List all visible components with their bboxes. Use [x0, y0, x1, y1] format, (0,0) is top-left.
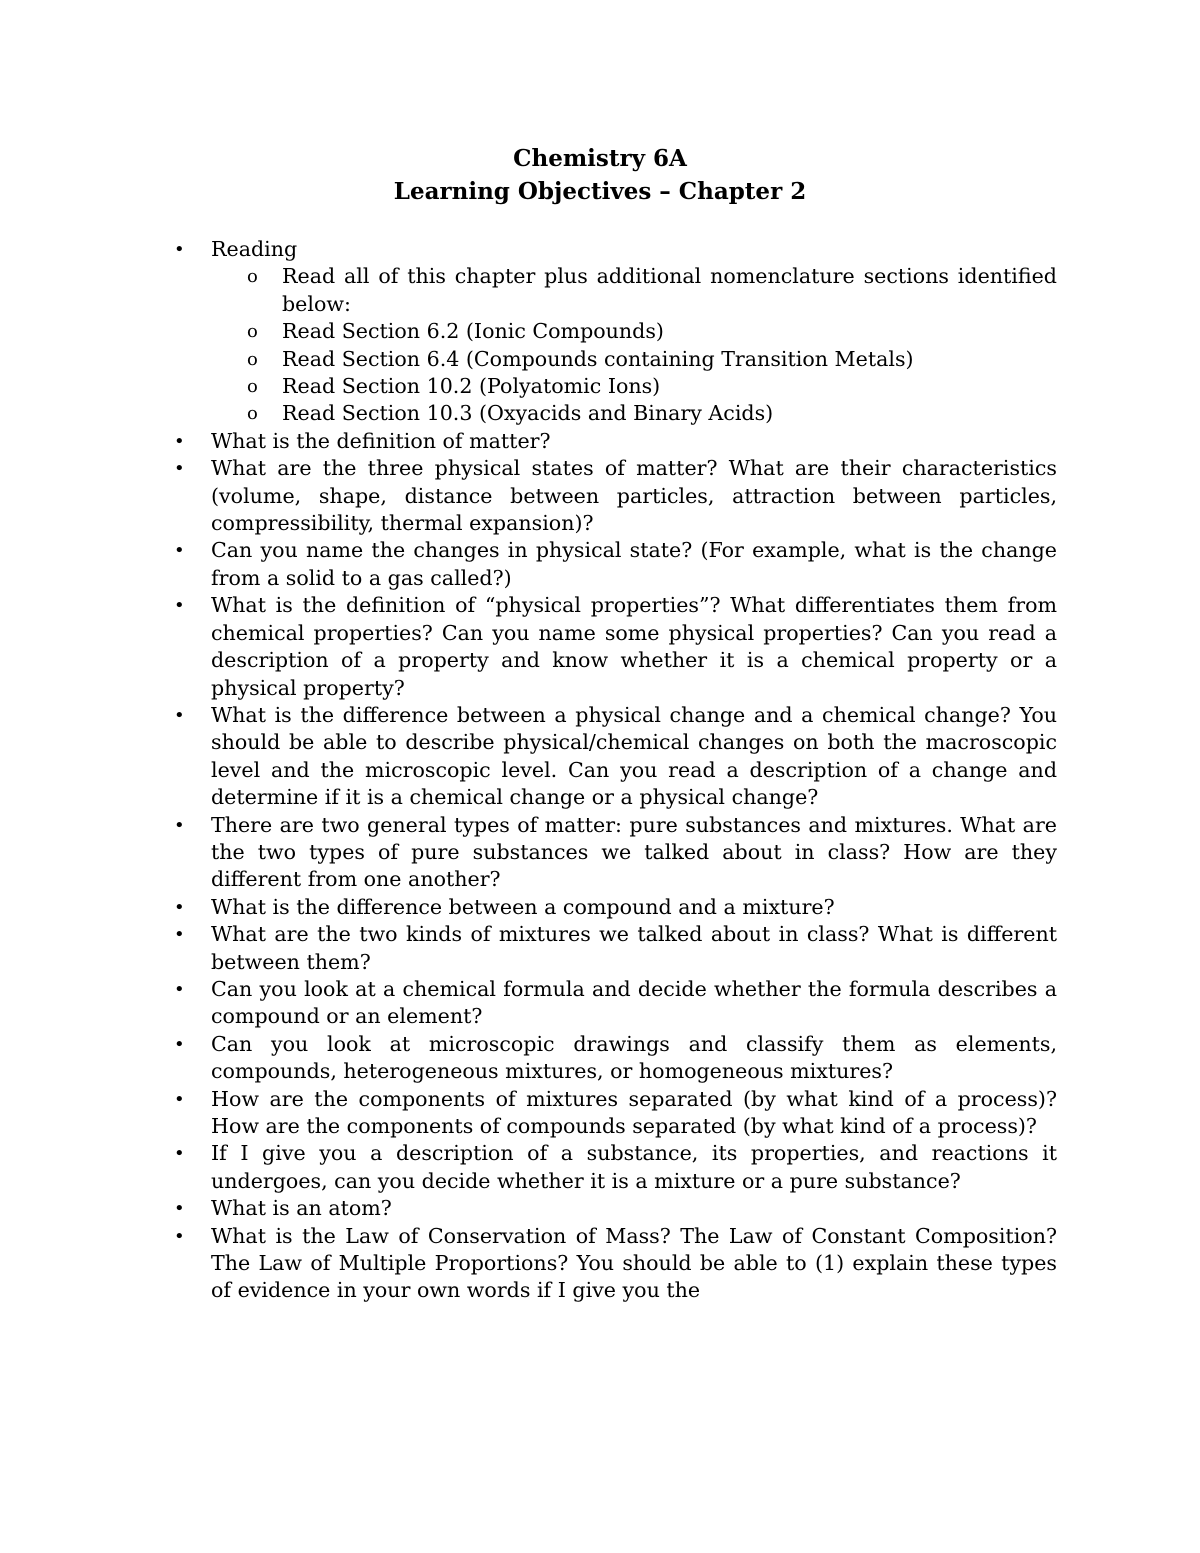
bullet-icon: •	[174, 1088, 185, 1110]
circle-bullet-icon: o	[247, 376, 258, 398]
objectives-list	[174, 236, 1057, 1305]
bullet-icon: •	[174, 978, 185, 1000]
objective-item	[174, 1086, 1057, 1141]
objective-text: How are the components of mixtures separated (by what kind of a process)? How are the components of compounds separated (by what kind of a process)?	[211, 1086, 1057, 1138]
objective-text: What is the definition of “physical properties”? What differentiates them from chemical properties? Can you name some physical properties? Can you read a description of a property and know whether it is a chemical property or a physical property?	[211, 593, 1057, 700]
objective-item	[174, 1140, 1057, 1195]
bullet-icon: •	[174, 540, 185, 562]
objective-text: There are two general types of matter: pure substances and mixtures. What are the two types of pure substances we talked about in class? How are they different from one another?	[211, 812, 1057, 892]
objective-text: What are the three physical states of matter? What are their characteristics (volume, shape, distance between particles, attraction between particles, compressibility, thermal expansion)?	[211, 456, 1057, 536]
bullet-icon: •	[174, 814, 185, 836]
circle-bullet-icon: o	[247, 403, 258, 425]
bullet-icon: •	[174, 896, 185, 918]
bullet-icon: •	[174, 1198, 185, 1220]
sub-objective-item	[247, 346, 1057, 373]
document-title: Chemistry 6A	[513, 145, 687, 172]
bullet-icon: •	[174, 458, 185, 480]
bullet-icon: •	[174, 1225, 185, 1247]
objective-text: What is the difference between a compound and a mixture?	[211, 894, 835, 919]
sub-objective-item	[247, 373, 1057, 400]
sub-objective-item	[247, 263, 1057, 318]
title-block	[0, 142, 1200, 208]
bullet-icon: •	[174, 430, 185, 452]
sub-objectives-list	[211, 263, 1057, 427]
bullet-icon: •	[174, 1143, 185, 1165]
objectives-content	[174, 236, 1057, 1305]
objective-item	[174, 812, 1057, 894]
sub-objective-item	[247, 318, 1057, 345]
objective-item	[174, 236, 1057, 428]
bullet-icon: •	[174, 704, 185, 726]
objective-item	[174, 1031, 1057, 1086]
sub-objective-item	[247, 400, 1057, 427]
bullet-icon: •	[174, 595, 185, 617]
circle-bullet-icon: o	[247, 321, 258, 343]
sub-objective-text: Read Section 6.4 (Compounds containing Transition Metals)	[282, 346, 914, 371]
sub-objective-text: Read Section 10.3 (Oxyacids and Binary Acids)	[282, 401, 774, 426]
objective-text: What are the two kinds of mixtures we talked about in class? What is different between them?	[211, 922, 1057, 974]
objective-item	[174, 1223, 1057, 1305]
objective-item	[174, 428, 1057, 455]
objective-item	[174, 921, 1057, 976]
objective-item	[174, 894, 1057, 921]
sub-objective-text: Read all of this chapter plus additional nomenclature sections identified below:	[282, 264, 1057, 316]
objective-item	[174, 1195, 1057, 1222]
objective-text: What is the definition of matter?	[211, 428, 551, 453]
objective-text: Can you name the changes in physical state? (For example, what is the change from a solid to a gas called?)	[211, 538, 1057, 590]
objective-text: Can you look at microscopic drawings and classify them as elements, compounds, heterogeneous mixtures, or homogeneous mixtures?	[211, 1031, 1057, 1084]
sub-objective-text: Read Section 6.2 (Ionic Compounds)	[282, 319, 664, 344]
objective-text: What is an atom?	[211, 1196, 392, 1221]
objective-item	[174, 976, 1057, 1031]
document-subtitle: Learning Objectives – Chapter 2	[393, 178, 807, 205]
objective-text: Reading	[211, 237, 298, 261]
objective-item	[174, 455, 1057, 537]
objective-text: What is the difference between a physical change and a chemical change? You should be able to describe physical/chemical changes on both the macroscopic level and the microscopic level. Can you read a description of a change and determine if it is a chemical change or a physical change?	[211, 702, 1057, 810]
objective-text: Can you look at a chemical formula and decide whether the formula describes a compound or an element?	[211, 976, 1057, 1029]
objective-item	[174, 537, 1057, 592]
objective-text: If I give you a description of a substance, its properties, and reactions it undergoes, can you decide whether it is a mixture or a pure substance?	[211, 1141, 1057, 1193]
bullet-icon: •	[174, 1033, 185, 1055]
bullet-icon: •	[174, 924, 185, 946]
circle-bullet-icon: o	[247, 266, 258, 288]
objective-item	[174, 702, 1057, 812]
bullet-icon: •	[174, 239, 185, 260]
objective-item	[174, 592, 1057, 702]
circle-bullet-icon: o	[247, 348, 258, 370]
objective-text: What is the Law of Conservation of Mass? The Law of Constant Composition? The Law of Multiple Proportions? You should be able to (1) explain these types of evidence in your own words if I give you the	[211, 1223, 1057, 1303]
sub-objective-text: Read Section 10.2 (Polyatomic Ions)	[282, 374, 661, 399]
